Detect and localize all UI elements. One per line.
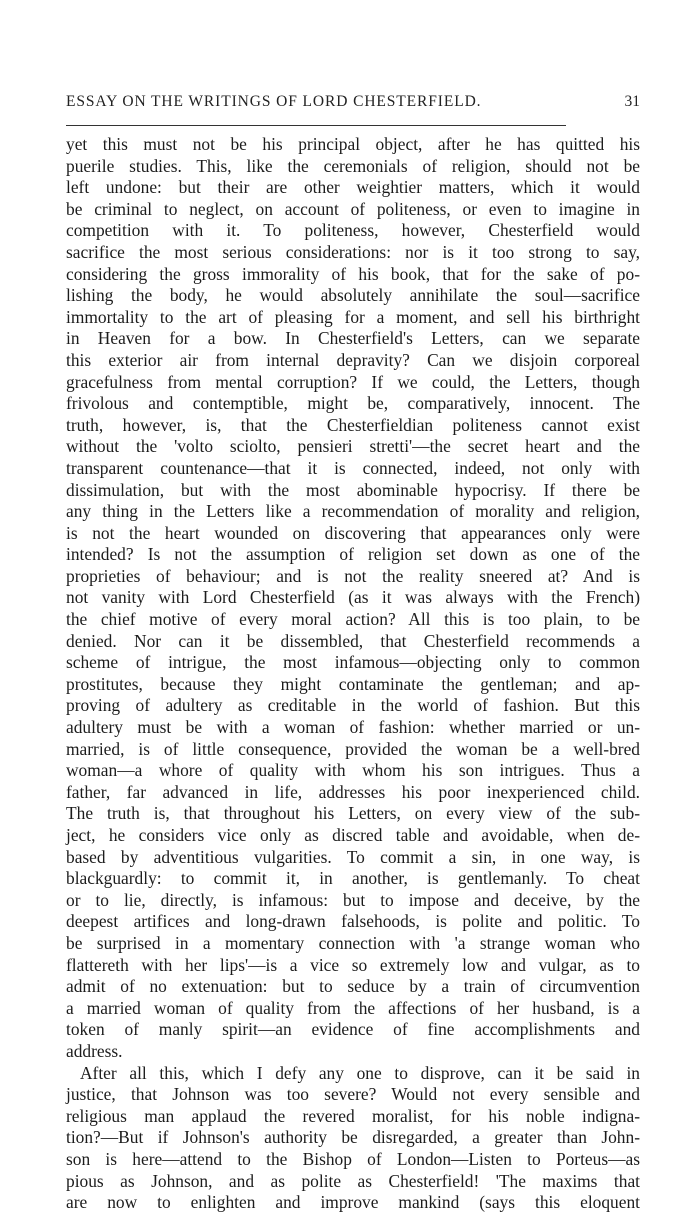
text-line: based by adventitious vulgarities. To commit a sin, in one way, is — [66, 846, 640, 867]
text-line: deepest artifices and long-drawn falsehoods, is polite and politic. To — [66, 911, 640, 932]
text-line: dissimulation, but with the most abominable hypocrisy. If there be — [66, 479, 640, 500]
text-line: gracefulness from mental corruption? If we could, the Letters, though — [66, 371, 640, 392]
text-line: denied. Nor can it be dissembled, that Chesterfield recommends a — [66, 630, 640, 651]
text-line: justice, that Johnson was too severe? Would not every sensible and — [66, 1084, 640, 1105]
text-line: without the 'volto sciolto, pensieri stretti'—the secret heart and the — [66, 436, 640, 457]
text-line: intended? Is not the assumption of religion set down as one of the — [66, 544, 640, 565]
text-line: immortality to the art of pleasing for a moment, and sell his birthright — [66, 306, 640, 327]
text-line: son is here—attend to the Bishop of London—Listen to Porteus—as — [66, 1148, 640, 1169]
text-line: left undone: but their are other weightier matters, which it would — [66, 177, 640, 198]
text-line: be criminal to neglect, on account of politeness, or even to imagine in — [66, 198, 640, 219]
text-line: transparent countenance—that it is connected, indeed, not only with — [66, 457, 640, 478]
text-line: proving of adultery as creditable in the world of fashion. But this — [66, 695, 640, 716]
text-line: prostitutes, because they might contaminate the gentleman; and ap- — [66, 673, 640, 694]
text-line: truth, however, is, that the Chesterfieldian politeness cannot exist — [66, 414, 640, 435]
text-line: is not the heart wounded on discovering that appearances only were — [66, 522, 640, 543]
text-line: or to lie, directly, is infamous: but to impose and deceive, by the — [66, 889, 640, 910]
paragraph-end-line: address. — [66, 1040, 123, 1061]
text-line: The truth is, that throughout his Letters, on every view of the sub- — [66, 803, 640, 824]
text-line: woman—a whore of quality with whom his son intrigues. Thus a — [66, 760, 640, 781]
text-line: not vanity with Lord Chesterfield (as it was always with the French) — [66, 587, 640, 608]
text-line: married, is of little consequence, provided the woman be a well-bred — [66, 738, 640, 759]
text-line: pious as Johnson, and as polite as Chesterfield! 'The maxims that — [66, 1170, 640, 1191]
text-line: token of manly spirit—an evidence of fine accomplishments and — [66, 1019, 640, 1040]
text-line: proprieties of behaviour; and is not the reality sneered at? And is — [66, 565, 640, 586]
text-line: religious man applaud the revered moralist, for his noble indigna- — [66, 1105, 640, 1126]
text-line: tion?—But if Johnson's authority be disregarded, a greater than John- — [66, 1127, 640, 1148]
page-number: 31 — [624, 93, 640, 110]
header-rule — [66, 125, 566, 126]
text-line: be surprised in a momentary connection with 'a strange woman who — [66, 932, 640, 953]
text-line: yet this must not be his principal object, after he has quitted his — [66, 134, 640, 154]
text-line: ject, he considers vice only as discred table and avoidable, when de- — [66, 825, 640, 845]
text-line: puerile studies. This, like the ceremonials of religion, should not be — [66, 155, 640, 176]
text-line: a married woman of quality from the affections of her husband, is a — [66, 997, 640, 1018]
text-line: frivolous and contemptible, might be, comparatively, innocent. The — [66, 393, 640, 414]
text-line: this exterior air from internal depravity? Can we disjoin corporeal — [66, 349, 640, 370]
text-line: blackguardly: to commit it, in another, is gentlemanly. To cheat — [66, 868, 640, 889]
running-title: ESSAY ON THE WRITINGS OF LORD CHESTERFIELD. — [66, 93, 482, 110]
text-line: scheme of intrigue, the most infamous—objecting only to common — [66, 652, 640, 673]
text-line: are now to enlighten and improve mankind (says this eloquent — [66, 1192, 640, 1213]
text-line: sacrifice the most serious considerations: nor is it too strong to say, — [66, 241, 640, 262]
text-line: any thing in the Letters like a recommendation of morality and religion, — [66, 501, 640, 522]
text-line: competition with it. To politeness, however, Chesterfield would — [66, 220, 640, 241]
text-line: admit of no extenuation: but to seduce by a train of circumvention — [66, 976, 640, 997]
text-line: adultery must be with a woman of fashion: whether married or un- — [66, 717, 640, 738]
text-line: in Heaven for a bow. In Chesterfield's Letters, can we separate — [66, 328, 640, 349]
text-line: lishing the body, he would absolutely annihilate the soul—sacrifice — [66, 285, 640, 306]
page-header — [66, 93, 640, 119]
paragraph-start-line: After all this, which I defy any one to disprove, can it be said in — [80, 1062, 640, 1083]
text-line: the chief motive of every moral action? All this is too plain, to be — [66, 609, 640, 630]
text-line: flattereth with her lips'—is a vice so extremely low and vulgar, as to — [66, 954, 640, 975]
text-line: considering the gross immorality of his book, that for the sake of po- — [66, 263, 640, 284]
text-line: father, far advanced in life, addresses his poor inexperienced child. — [66, 781, 640, 802]
body-text — [66, 134, 640, 1214]
